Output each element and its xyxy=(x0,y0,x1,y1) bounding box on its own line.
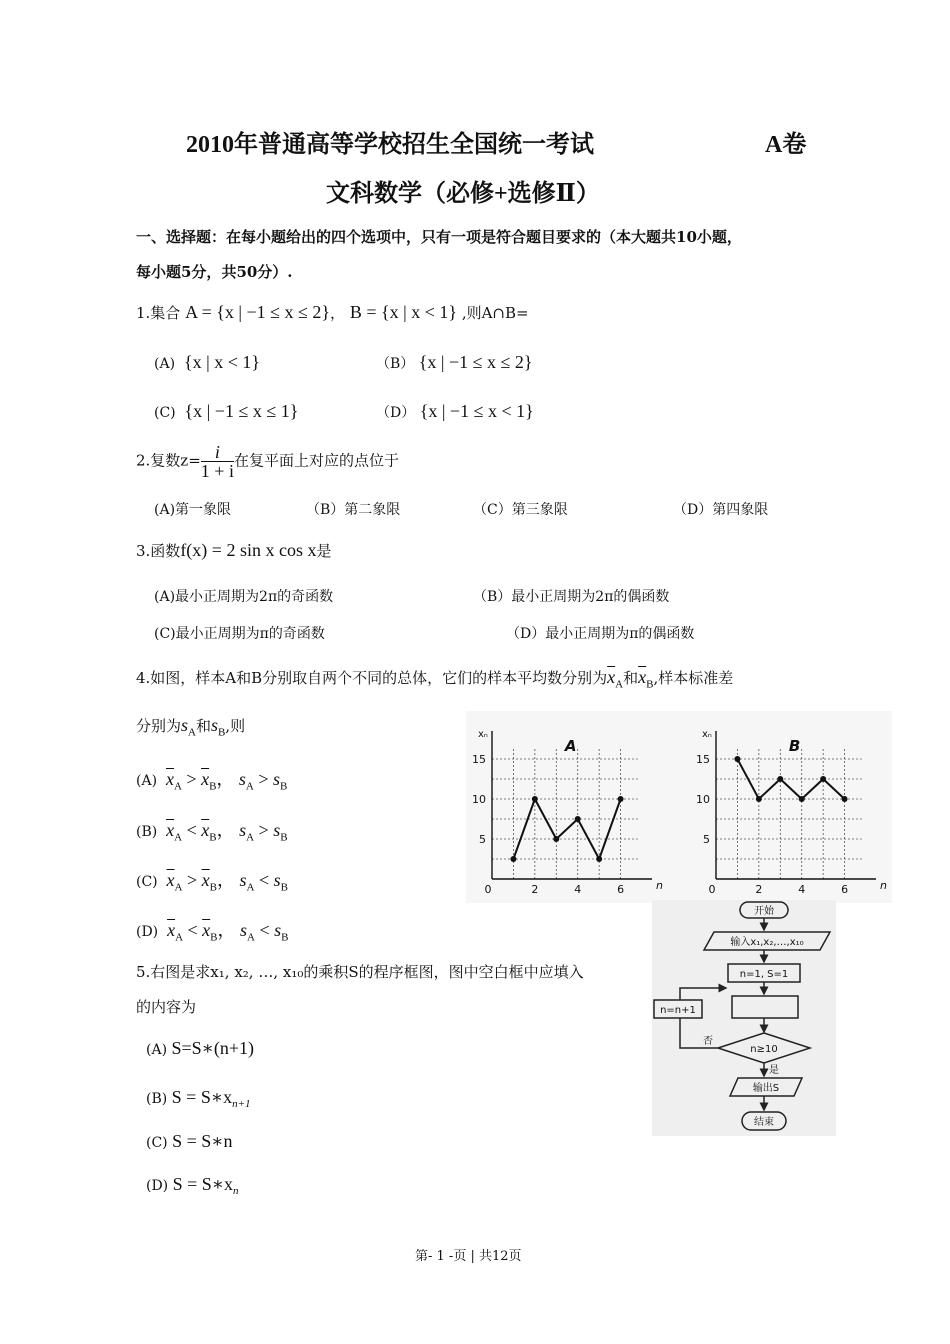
chart-b-x-tick: 2 xyxy=(755,883,763,896)
q1-option-c: (C) {x | −1 ≤ x ≤ 1} xyxy=(154,401,299,421)
chart-a-y-tick: 15 xyxy=(472,753,486,766)
chart-a-point xyxy=(532,796,538,802)
chart-b-y-tick: 5 xyxy=(703,833,710,846)
chart-b-x-tick: 4 xyxy=(798,883,806,896)
chart-b-title: B xyxy=(788,737,801,755)
chart-b-point xyxy=(799,796,805,802)
chart-b-y-tick: 10 xyxy=(696,793,710,806)
q3-option-a: (A)最小正周期为2π的奇函数 xyxy=(154,589,334,605)
chart-a-x-tick: 6 xyxy=(617,883,625,896)
q3-option-d: （D）最小正周期为π的偶函数 xyxy=(506,626,695,642)
question-1: 1.集合 A = {x | −1 ≤ x ≤ 2}， B = {x | x < 1} ,则A∩B= xyxy=(136,302,529,322)
chart-a-ylabel: xₙ xyxy=(478,729,488,740)
chart-b-y-tick: 15 xyxy=(696,753,710,766)
q1-option-d: （D） {x | −1 ≤ x < 1} xyxy=(376,401,534,421)
chart-b-x-tick: 6 xyxy=(841,883,849,896)
exam-title: 2010年普通高等学校招生全国统一考试 xyxy=(186,132,594,158)
q4-option-c: (C) $\overline{x}_A > \overline{x}_B$， $s_A < s_B$ xyxy=(136,870,288,894)
q5-option-d: (D) $S = S∗x_n$ xyxy=(146,1174,239,1197)
q3-option-c: (C)最小正周期为π的奇函数 xyxy=(154,626,325,642)
section-instructions-line2: 每小题5分，共50分）. xyxy=(136,263,293,281)
q1-prefix: 1.集合 xyxy=(136,304,181,322)
chart-a-title: A xyxy=(564,737,577,755)
flow-input-text: 输入x₁,x₂,…,x₁₀ xyxy=(730,937,804,948)
chart-a-point xyxy=(510,856,516,862)
q3-option-b: （B）最小正周期为2π的偶函数 xyxy=(473,589,670,605)
chart-a-x-tick: 0 xyxy=(484,883,492,896)
question-5-line1: 5.右图是求x₁, x₂, …, x₁₀的乘积S的程序框图，图中空白框中应填入 xyxy=(136,963,584,981)
paper-label: A卷 xyxy=(765,132,807,158)
q4-charts xyxy=(466,711,892,903)
q4-option-a: (A) $\overline{x}_A > \overline{x}_B$， $s_A > s_B$ xyxy=(136,769,288,793)
flow-start-text: 开始 xyxy=(754,906,774,917)
chart-b-x-tick: 0 xyxy=(708,883,716,896)
question-3: 3.函数f(x) = 2 sin x cos x是 xyxy=(136,540,332,560)
q2-option-c: （C）第三象限 xyxy=(473,502,568,518)
chart-a-y-tick: 10 xyxy=(472,793,486,806)
flow-condition-text: n≥10 xyxy=(750,1044,778,1055)
chart-a-point xyxy=(596,856,602,862)
flow-increment-text: n=n+1 xyxy=(660,1005,696,1016)
question-5-line2: 的内容为 xyxy=(136,998,197,1016)
chart-b-xlabel: n xyxy=(880,879,887,892)
flow-yes-label: 是 xyxy=(769,1065,779,1076)
section-instructions-line1: 一、选择题：在每小题给出的四个选项中，只有一项是符合题目要求的（本大题共10小题， xyxy=(136,228,742,246)
exam-subtitle: 文科数学（必修+选修Ⅱ） xyxy=(326,181,600,207)
q4-option-d: (D) $\overline{x}_A < \overline{x}_B$， $s_A < s_B$ xyxy=(136,920,289,944)
chart-b-point xyxy=(820,776,826,782)
flow-no-label: 否 xyxy=(703,1036,713,1047)
chart-a-y-tick: 5 xyxy=(479,833,486,846)
chart-b-ylabel: xₙ xyxy=(702,729,712,740)
flow-output-text: 输出S xyxy=(752,1083,780,1094)
q1-suffix: ,则A∩B= xyxy=(461,304,529,322)
q1-set-b: B = {x | x < 1} xyxy=(349,302,458,322)
question-4-line2: 分别为$s_A$和$s_B$,则 xyxy=(136,715,246,739)
chart-a-point xyxy=(618,796,624,802)
q4-option-b: (B) $\overline{x}_A < \overline{x}_B$， $s_A > s_B$ xyxy=(136,820,288,844)
chart-b-point xyxy=(842,796,848,802)
q1-option-a: (A) {x | x < 1} xyxy=(154,352,260,372)
chart-b-point xyxy=(777,776,783,782)
question-4-line1: 4.如图，样本A和B分别取自两个不同的总体，它们的样本平均数分别为$\overline{x}_A$和$\overline{x}_B$,样本标准差 xyxy=(136,667,734,691)
page-footer: 第- 1 -页 | 共12页 xyxy=(415,1249,522,1264)
flow-end-text: 结束 xyxy=(754,1117,774,1128)
q1-option-b: （B） {x | −1 ≤ x ≤ 2} xyxy=(376,352,533,372)
q5-option-c: (C) S = S∗n xyxy=(146,1131,233,1151)
q2-option-a: (A)第一象限 xyxy=(154,502,232,518)
flow-init-text: n=1, S=1 xyxy=(739,969,789,980)
q2-fraction: $\frac{i}{1 + i}$ xyxy=(200,442,234,481)
q3-formula: f(x) = 2 sin x cos x xyxy=(180,540,317,560)
chart-a-xlabel: n xyxy=(656,879,663,892)
chart-a-x-tick: 2 xyxy=(531,883,539,896)
q1-set-a: A = {x | −1 ≤ x ≤ 2} xyxy=(185,302,331,322)
chart-a-point xyxy=(575,816,581,822)
question-2: 2.复数z= $\frac{i}{1 + i}$ 在复平面上对应的点位于 xyxy=(136,442,399,481)
chart-b-point xyxy=(734,756,740,762)
q2-option-b: （B）第二象限 xyxy=(306,502,401,518)
chart-a-point xyxy=(553,836,559,842)
chart-b-point xyxy=(756,796,762,802)
q2-option-d: （D）第四象限 xyxy=(673,502,769,518)
q5-option-b: (B) $S = S∗x_{n+1}$ xyxy=(146,1087,251,1110)
q5-flowchart xyxy=(652,900,836,1136)
q5-option-a: (A) S=S∗(n+1) xyxy=(146,1038,255,1058)
chart-a-x-tick: 4 xyxy=(574,883,582,896)
